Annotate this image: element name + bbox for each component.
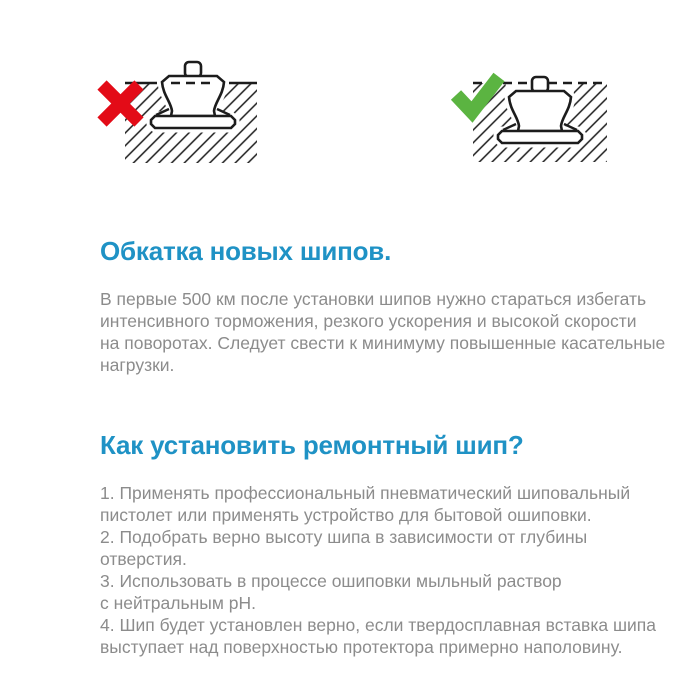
list-text-line: 3. Использовать в процессе ошиповки мыльный раствор bbox=[100, 571, 562, 591]
list-text-line: 2. Подобрать верно высоту шипа в зависимости от глубины bbox=[100, 527, 588, 547]
list-text-line: выступает над поверхностью протектора примерно наполовину. bbox=[100, 637, 623, 657]
figure-stud-correct bbox=[440, 55, 610, 167]
section-break-in bbox=[100, 236, 666, 376]
section-heading: Обкатка новых шипов. bbox=[100, 236, 392, 266]
section-how-to-install bbox=[100, 430, 660, 658]
list-text-line: с нейтральным pH. bbox=[100, 593, 256, 613]
list-text-line: пистолет или применять устройство для бытовой ошиповки. bbox=[100, 505, 592, 525]
list-text-line: 1. Применять профессиональный пневматический шиповальный bbox=[100, 483, 631, 503]
body-text-line: нагрузки. bbox=[100, 355, 175, 375]
body-text-line: интенсивного торможения, резкого ускорения и высокой скорости bbox=[100, 311, 637, 331]
stud-head bbox=[509, 91, 571, 131]
list-text-line: отверстия. bbox=[100, 549, 187, 569]
figure-stud-wrong bbox=[95, 55, 265, 167]
list-text-line: 4. Шип будет установлен верно, если твердосплавная вставка шипа bbox=[100, 615, 656, 635]
section-heading: Как установить ремонтный шип? bbox=[100, 430, 524, 460]
stud-diagram-wrong bbox=[95, 55, 265, 167]
stud-flange bbox=[151, 116, 235, 128]
stud-diagram-correct bbox=[440, 55, 610, 167]
stud-flange bbox=[498, 131, 582, 143]
body-text-line: В первые 500 км после установки шипов нужно стараться избегать bbox=[100, 289, 647, 309]
body-text-line: на поворотах. Следует свести к минимуму повышенные касательные bbox=[100, 333, 666, 353]
